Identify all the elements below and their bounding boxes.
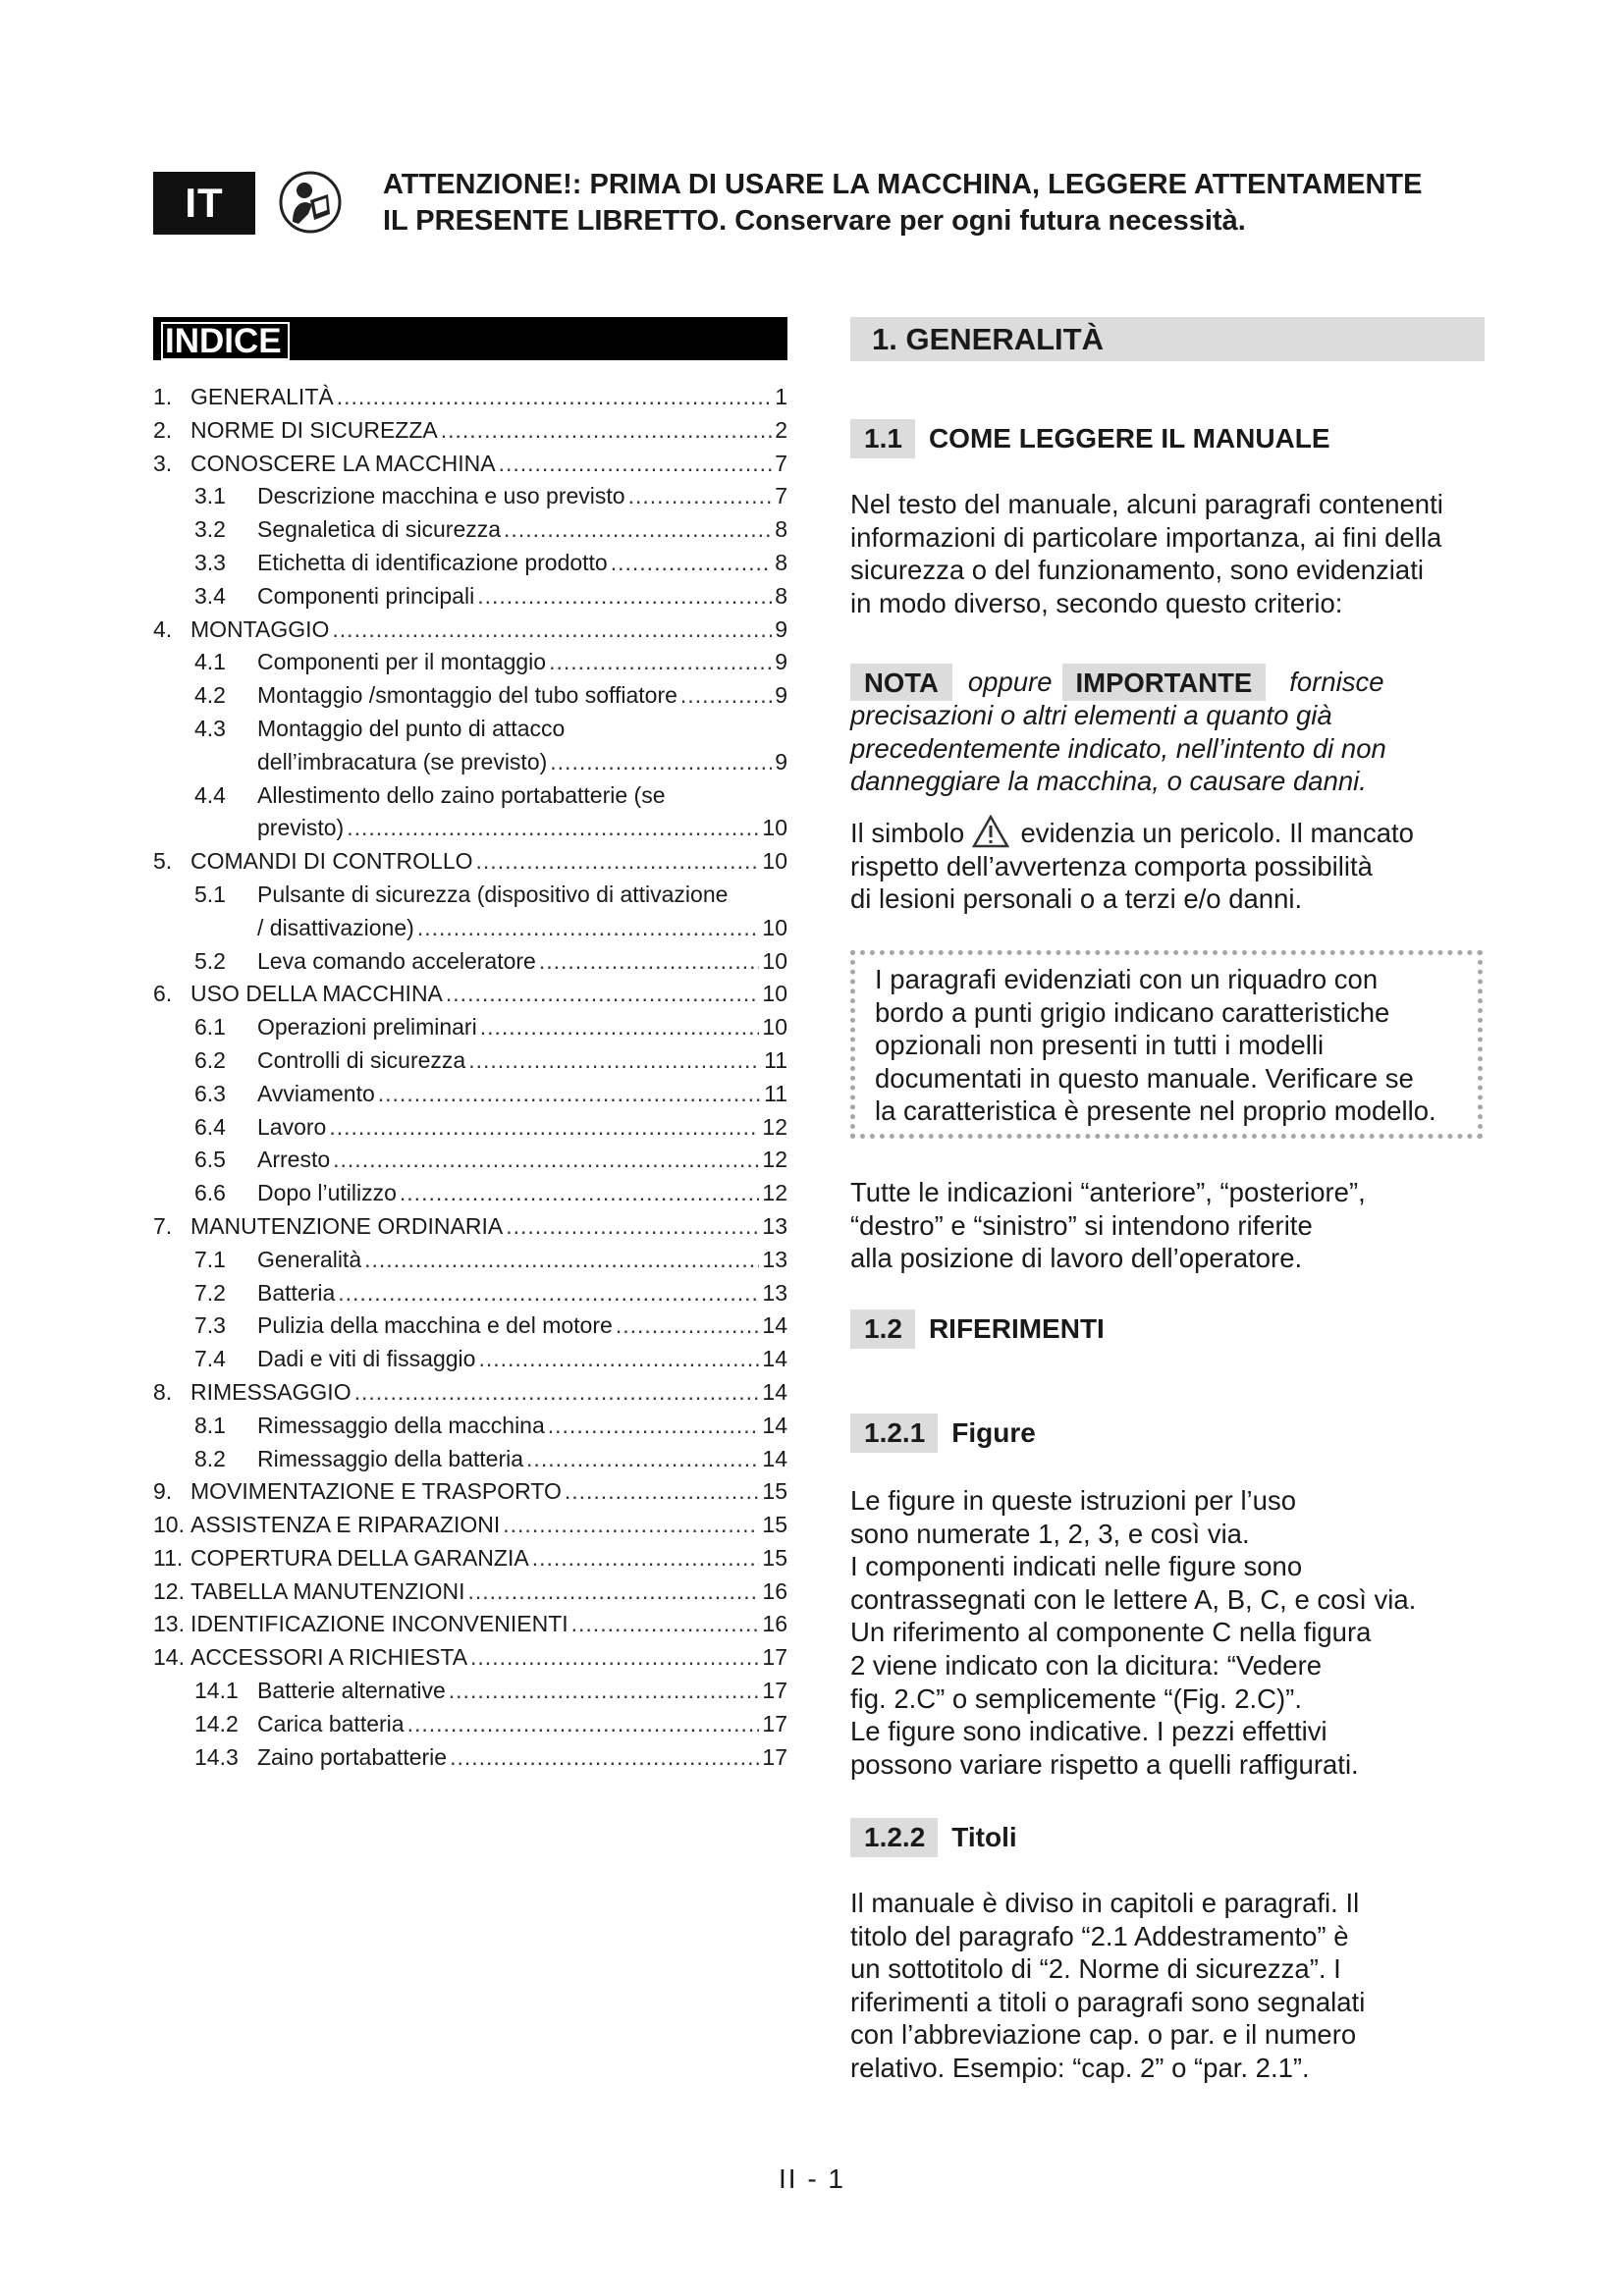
text-line: documentati in questo manuale. Verificare se (875, 1062, 1414, 1094)
toc-entry-label: Dadi e viti di fissaggio (257, 1346, 476, 1372)
toc-entry-label: Carica batteria (257, 1710, 405, 1736)
toc-entry (153, 1410, 787, 1443)
toc-entry-label: Montaggio /smontaggio del tubo soffiatore (257, 682, 677, 709)
warning-line-2: IL PRESENTE LIBRETTO. Conservare per ogni futura necessità. (383, 205, 1246, 237)
toc-entry (153, 381, 787, 414)
toc-leader-dots (400, 1177, 760, 1210)
toc-entry (153, 646, 787, 679)
index-title-text: INDICE (161, 322, 290, 360)
toc-entry (153, 1011, 787, 1044)
toc-entry (153, 414, 787, 448)
toc-entry (153, 812, 787, 845)
figures-paragraph (850, 1484, 1498, 1781)
subsection-1-2-2-heading (850, 1818, 1017, 1857)
subsection-1-1-heading (850, 419, 1330, 458)
toc-entry (153, 779, 787, 813)
toc-entry (153, 1244, 787, 1277)
toc-entry-number: 7.1 (194, 1246, 226, 1272)
toc-leader-dots (354, 1376, 760, 1410)
toc-entry-number: 4. (153, 615, 173, 642)
toc-entry (153, 448, 787, 481)
toc-leader-dots (480, 1011, 760, 1044)
optional-features-box (850, 950, 1483, 1139)
toc-entry-label: Dopo l’utilizzo (257, 1180, 397, 1206)
warning-triangle-icon (972, 815, 1009, 848)
toc-entry-label: Rimessaggio della macchina (257, 1412, 545, 1438)
toc-leader-dots (450, 1741, 759, 1775)
toc-leader-dots (470, 1641, 759, 1675)
text-line: alla posizione di lavoro dell’operatore. (850, 1243, 1303, 1274)
text-line: precisazioni o altri elementi a quanto già (850, 700, 1332, 730)
toc-entry-number: 14.1 (194, 1678, 239, 1704)
toc-entry-number: 3.1 (194, 483, 226, 509)
symbol-line (850, 815, 1498, 850)
toc-entry-page: 14 (762, 1412, 787, 1438)
toc-leader-dots (364, 1244, 759, 1277)
toc-leader-dots (628, 480, 773, 513)
toc-entry-page: 8 (775, 516, 787, 543)
toc-leader-dots (329, 1111, 759, 1145)
text-line: la caratteristica è presente nel proprio modello. (875, 1095, 1436, 1127)
toc-entry (153, 513, 787, 547)
toc-entry-page: 10 (762, 848, 787, 875)
toc-entry-page: 15 (762, 1512, 787, 1538)
toc-entry-label: MANUTENZIONE ORDINARIA (190, 1212, 504, 1239)
text-line: possono variare rispetto a quelli raffigurati. (850, 1748, 1359, 1780)
toc-entry-number: 3.4 (194, 582, 226, 609)
toc-leader-dots (347, 812, 759, 845)
toc-entry-label: Pulsante di sicurezza (dispositivo di attivazione (257, 881, 729, 907)
toc-leader-dots (616, 1309, 760, 1343)
toc-leader-dots (476, 845, 760, 879)
symbol-post-text: evidenzia un pericolo. Il mancato (1020, 818, 1414, 848)
toc-entry (153, 713, 787, 746)
toc-entry-label: Descrizione macchina e uso previsto (257, 483, 625, 509)
toc-leader-dots (333, 1144, 759, 1177)
toc-entry (153, 1111, 787, 1145)
toc-entry-number: 3. (153, 450, 173, 476)
toc-entry-page: 10 (762, 815, 787, 841)
toc-entry-label: Rimessaggio della batteria (257, 1445, 524, 1471)
toc-entry (153, 845, 787, 879)
toc-entry (153, 580, 787, 614)
text-line: precedentemente indicato, nell’intento di non (850, 732, 1386, 764)
text-line: Le figure sono indicative. I pezzi effettivi (850, 1716, 1327, 1747)
toc-entry-label: Pulizia della macchina e del motore (257, 1312, 613, 1339)
toc-entry-page: 7 (775, 483, 787, 509)
toc-entry-label: Zaino portabatterie (257, 1743, 448, 1770)
toc-entry-label: ASSISTENZA E RIPARAZIONI (190, 1512, 501, 1538)
toc-entry-page: 9 (775, 748, 787, 774)
page-number: II - 1 (778, 2163, 845, 2194)
symbol-paragraph (850, 815, 1498, 916)
toc-entry-page: 11 (764, 1080, 787, 1106)
toc-leader-dots (565, 1475, 760, 1509)
toc-leader-dots (539, 945, 760, 979)
toc-entry (153, 945, 787, 979)
toc-entry-number: 4.1 (194, 649, 226, 675)
toc-entry-label: Batterie alternative (257, 1678, 446, 1704)
text-line: sicurezza o del funzionamento, sono evidenziati (850, 555, 1424, 586)
toc-entry (153, 1144, 787, 1177)
text-line: 2 viene indicato con la dicitura: “Vedere (850, 1649, 1323, 1681)
toc-entry-number: 7. (153, 1212, 173, 1239)
toc-entry-number: 4.3 (194, 715, 226, 741)
toc-entry-page: 11 (764, 1046, 787, 1073)
toc-entry-label: Montaggio del punto di attacco (257, 715, 566, 741)
toc-leader-dots (503, 1509, 759, 1542)
toc-entry-label: previsto) (257, 815, 345, 841)
toc-entry-page: 2 (775, 416, 787, 443)
subsection-number: 1.2.2 (850, 1818, 938, 1857)
text-line: titolo del paragrafo “2.1 Addestramento” è (850, 1920, 1349, 1951)
text-line: contrassegnati con le lettere A, B, C, e così via. (850, 1583, 1417, 1615)
toc-entry (153, 1741, 787, 1775)
text-line: con l’abbreviazione cap. o par. e il numero (850, 2019, 1357, 2051)
toc-leader-dots (338, 1277, 759, 1310)
text-line: di lesioni personali o a terzi e/o danni. (850, 883, 1303, 915)
toc-entry-number: 11. (153, 1544, 184, 1571)
toc-entry-number: 5.2 (194, 947, 226, 974)
toc-entry (153, 1177, 787, 1210)
text-line: Le figure in queste istruzioni per l’uso (850, 1485, 1297, 1516)
toc-entry-page: 12 (762, 1147, 787, 1173)
text-line: “destro” e “sinistro” si intendono riferite (850, 1209, 1313, 1241)
toc-entry-page: 16 (762, 1611, 787, 1637)
toc-entry-page: 10 (762, 914, 787, 940)
toc-entry-label: MOVIMENTAZIONE E TRASPORTO (190, 1478, 562, 1505)
toc-leader-dots (407, 1708, 760, 1741)
toc-entry-label: CONOSCERE LA MACCHINA (190, 450, 496, 476)
toc-entry-label: Etichetta di identificazione prodotto (257, 549, 608, 575)
fornisce-text: fornisce (1289, 667, 1384, 697)
toc-entry-page: 14 (762, 1445, 787, 1471)
toc-entry (153, 614, 787, 647)
text-line: in modo diverso, secondo questo criterio: (850, 587, 1343, 618)
toc-entry-number: 7.3 (194, 1312, 226, 1339)
text-line: Un riferimento al componente C nella figura (850, 1617, 1372, 1648)
toc-entry-label: / disattivazione) (257, 914, 414, 940)
note-body-paragraph (850, 699, 1498, 798)
text-line: I componenti indicati nelle figure sono (850, 1551, 1303, 1582)
toc-entry (153, 1044, 787, 1078)
toc-entry-page: 14 (762, 1312, 787, 1339)
toc-entry (153, 1608, 787, 1641)
toc-entry (153, 978, 787, 1011)
toc-entry-page: 10 (762, 981, 787, 1007)
toc-entry-label: TABELLA MANUTENZIONI (190, 1577, 465, 1604)
toc-entry-label: RIMESSAGGIO (190, 1378, 352, 1405)
text-line: riferimenti a titoli o paragrafi sono segnalati (850, 1986, 1366, 2017)
toc-entry-page: 9 (775, 615, 787, 642)
language-badge: IT (153, 172, 255, 235)
toc-entry (153, 1641, 787, 1675)
toc-entry-page: 9 (775, 649, 787, 675)
toc-entry-number: 5. (153, 848, 173, 875)
importante-chip: IMPORTANTE (1062, 664, 1267, 701)
toc-entry-number: 6.4 (194, 1113, 226, 1140)
toc-entry-number: 6.1 (194, 1014, 226, 1041)
toc-leader-dots (526, 1443, 759, 1476)
toc-entry-page: 15 (762, 1478, 787, 1505)
toc-entry-number: 6. (153, 981, 173, 1007)
toc-entry-page: 14 (762, 1378, 787, 1405)
toc-leader-dots (549, 646, 772, 679)
toc-leader-dots (571, 1608, 760, 1641)
toc-entry-label: Componenti per il montaggio (257, 649, 547, 675)
toc-leader-dots (478, 1343, 759, 1376)
subsection-1-2-1-heading (850, 1414, 1036, 1453)
toc-entry-label: Generalità (257, 1246, 362, 1272)
directions-paragraph (850, 1176, 1498, 1275)
toc-entry-number: 7.4 (194, 1346, 226, 1372)
toc-entry (153, 1475, 787, 1509)
toc-entry-number: 8.1 (194, 1412, 226, 1438)
toc-entry (153, 1376, 787, 1410)
text-line: relativo. Esempio: “cap. 2” o “par. 2.1”. (850, 2052, 1310, 2083)
toc-leader-dots (378, 1078, 761, 1111)
toc-entry-number: 14.3 (194, 1743, 239, 1770)
note-label-line (850, 666, 1498, 699)
toc-entry (153, 1443, 787, 1476)
toc-entry-page: 13 (762, 1212, 787, 1239)
text-line: Tutte le indicazioni “anteriore”, “posteriore”, (850, 1177, 1366, 1207)
warning-heading (383, 167, 1512, 240)
oppure-text: oppure (967, 667, 1053, 697)
toc-entry-number: 13. (153, 1611, 185, 1637)
toc-entry-page: 10 (762, 947, 787, 974)
toc-entry-label: Leva comando acceleratore (257, 947, 536, 974)
toc-entry (153, 1675, 787, 1708)
subsection-title: Figure (951, 1417, 1036, 1448)
toc-entry-label: USO DELLA MACCHINA (190, 981, 443, 1007)
toc-entry-page: 13 (762, 1246, 787, 1272)
subsection-title: COME LEGGERE IL MANUALE (928, 423, 1330, 454)
section-title: 1. GENERALITÀ (850, 317, 1485, 361)
toc-entry-number: 4.2 (194, 682, 226, 709)
toc-entry-label: Avviamento (257, 1080, 375, 1106)
toc-entry-label: Lavoro (257, 1113, 327, 1140)
toc-entry (153, 1277, 787, 1310)
toc-entry-label: Operazioni preliminari (257, 1014, 477, 1041)
toc-entry-page: 14 (762, 1346, 787, 1372)
toc-leader-dots (532, 1542, 760, 1575)
toc-leader-dots (550, 746, 772, 779)
text-line: rispetto dell’avvertenza comporta possibilità (850, 850, 1373, 881)
toc-entry-number: 7.2 (194, 1279, 226, 1306)
index-title (153, 317, 787, 360)
toc-entry (153, 912, 787, 945)
toc-leader-dots (441, 414, 772, 448)
toc-entry-number: 5.1 (194, 881, 226, 907)
toc-entry-label: IDENTIFICAZIONE INCONVENIENTI (190, 1611, 568, 1637)
warning-line-1: ATTENZIONE!: PRIMA DI USARE LA MACCHINA, LEGGERE ATTENTAMENTE (383, 169, 1423, 200)
toc-entry (153, 679, 787, 713)
table-of-contents (153, 381, 787, 1774)
toc-entry-number: 14.2 (194, 1710, 239, 1736)
toc-entry-page: 9 (775, 682, 787, 709)
subsection-number: 1.2 (850, 1309, 915, 1349)
text-line: un sottotitolo di “2. Norme di sicurezza”. I (850, 1953, 1341, 1985)
toc-entry-page: 10 (762, 1014, 787, 1041)
toc-entry-number: 2. (153, 416, 173, 443)
toc-entry-page: 12 (762, 1113, 787, 1140)
toc-entry (153, 1078, 787, 1111)
toc-entry (153, 746, 787, 779)
text-line: Il manuale è diviso in capitoli e paragrafi. Il (850, 1888, 1360, 1918)
toc-leader-dots (477, 580, 772, 614)
symbol-pre-text: Il simbolo (850, 818, 965, 848)
subsection-1-2-heading (850, 1309, 1105, 1349)
toc-entry-label: Arresto (257, 1147, 331, 1173)
toc-entry-number: 14. (153, 1644, 185, 1671)
person-reading-manual-icon (279, 171, 342, 234)
toc-entry (153, 1309, 787, 1343)
toc-entry-label: Batteria (257, 1279, 336, 1306)
toc-leader-dots (680, 679, 772, 713)
toc-entry-number: 6.5 (194, 1147, 226, 1173)
toc-entry-page: 8 (775, 582, 787, 609)
toc-entry (153, 1708, 787, 1741)
toc-entry-number: 4.4 (194, 781, 226, 808)
toc-leader-dots (548, 1410, 760, 1443)
toc-entry-page: 17 (762, 1678, 787, 1704)
toc-entry-page: 17 (762, 1644, 787, 1671)
toc-entry-label: ACCESSORI A RICHIESTA (190, 1644, 468, 1671)
text-line: fig. 2.C” o semplicemente “(Fig. 2.C)”. (850, 1682, 1302, 1714)
toc-entry-number: 10. (153, 1512, 185, 1538)
titles-paragraph (850, 1887, 1498, 2085)
text-line: bordo a punti grigio indicano caratteristiche (875, 996, 1390, 1028)
nota-chip: NOTA (850, 664, 952, 701)
toc-entry-number: 6.2 (194, 1046, 226, 1073)
toc-entry-page: 8 (775, 549, 787, 575)
text-line: I paragrafi evidenziati con un riquadro con (875, 964, 1379, 994)
toc-entry (153, 879, 787, 912)
toc-entry-number: 12. (153, 1577, 185, 1604)
reading-intro-paragraph (850, 488, 1498, 619)
toc-entry (153, 1575, 787, 1609)
text-line: opzionali non presenti in tutti i modelli (875, 1030, 1325, 1061)
toc-leader-dots (499, 448, 773, 481)
subsection-number: 1.1 (850, 419, 915, 458)
text-line: Nel testo del manuale, alcuni paragrafi contenenti (850, 489, 1443, 519)
subsection-title: Titoli (951, 1822, 1017, 1852)
toc-entry-label: Allestimento dello zaino portabatterie (se (257, 781, 666, 808)
toc-entry-page: 15 (762, 1544, 787, 1571)
toc-entry (153, 480, 787, 513)
toc-entry (153, 1509, 787, 1542)
toc-entry-number: 3.3 (194, 549, 226, 575)
toc-leader-dots (449, 1675, 760, 1708)
toc-entry (153, 1542, 787, 1575)
toc-entry-label: Componenti principali (257, 582, 475, 609)
toc-entry-page: 17 (762, 1710, 787, 1736)
toc-entry-label: dell’imbracatura (se previsto) (257, 748, 548, 774)
toc-entry-number: 1. (153, 384, 173, 409)
toc-entry-label: COPERTURA DELLA GARANZIA (190, 1544, 529, 1571)
toc-leader-dots (332, 614, 772, 647)
toc-entry-label: NORME DI SICUREZZA (190, 416, 438, 443)
toc-entry (153, 547, 787, 580)
toc-entry-label: GENERALITÀ (190, 384, 334, 409)
toc-entry-label: COMANDI DI CONTROLLO (190, 848, 473, 875)
toc-leader-dots (611, 547, 772, 580)
toc-entry (153, 1343, 787, 1376)
toc-entry-number: 6.3 (194, 1080, 226, 1106)
toc-entry-page: 17 (762, 1743, 787, 1770)
toc-entry-page: 12 (762, 1180, 787, 1206)
toc-leader-dots (337, 381, 772, 414)
toc-leader-dots (468, 1044, 761, 1078)
toc-leader-dots (417, 912, 760, 945)
toc-entry (153, 1210, 787, 1244)
toc-entry-number: 8.2 (194, 1445, 226, 1471)
toc-entry-page: 13 (762, 1279, 787, 1306)
text-line: informazioni di particolare importanza, ai fini della (850, 521, 1442, 553)
subsection-title: RIFERIMENTI (928, 1313, 1105, 1344)
text-line: sono numerate 1, 2, 3, e così via. (850, 1518, 1250, 1549)
toc-entry-number: 8. (153, 1378, 173, 1405)
toc-entry-label: Segnaletica di sicurezza (257, 516, 502, 543)
toc-entry-page: 16 (762, 1577, 787, 1604)
toc-entry-page: 1 (775, 384, 787, 409)
toc-entry-label: Controlli di sicurezza (257, 1046, 466, 1073)
subsection-number: 1.2.1 (850, 1414, 938, 1453)
toc-entry-label: MONTAGGIO (190, 615, 330, 642)
toc-entry-number: 9. (153, 1478, 173, 1505)
toc-entry-number: 3.2 (194, 516, 226, 543)
toc-leader-dots (504, 513, 772, 547)
toc-entry-page: 7 (775, 450, 787, 476)
toc-leader-dots (467, 1575, 759, 1609)
toc-leader-dots (446, 978, 760, 1011)
toc-entry-number: 6.6 (194, 1180, 226, 1206)
toc-leader-dots (506, 1210, 759, 1244)
text-line: danneggiare la macchina, o causare danni. (850, 766, 1367, 797)
